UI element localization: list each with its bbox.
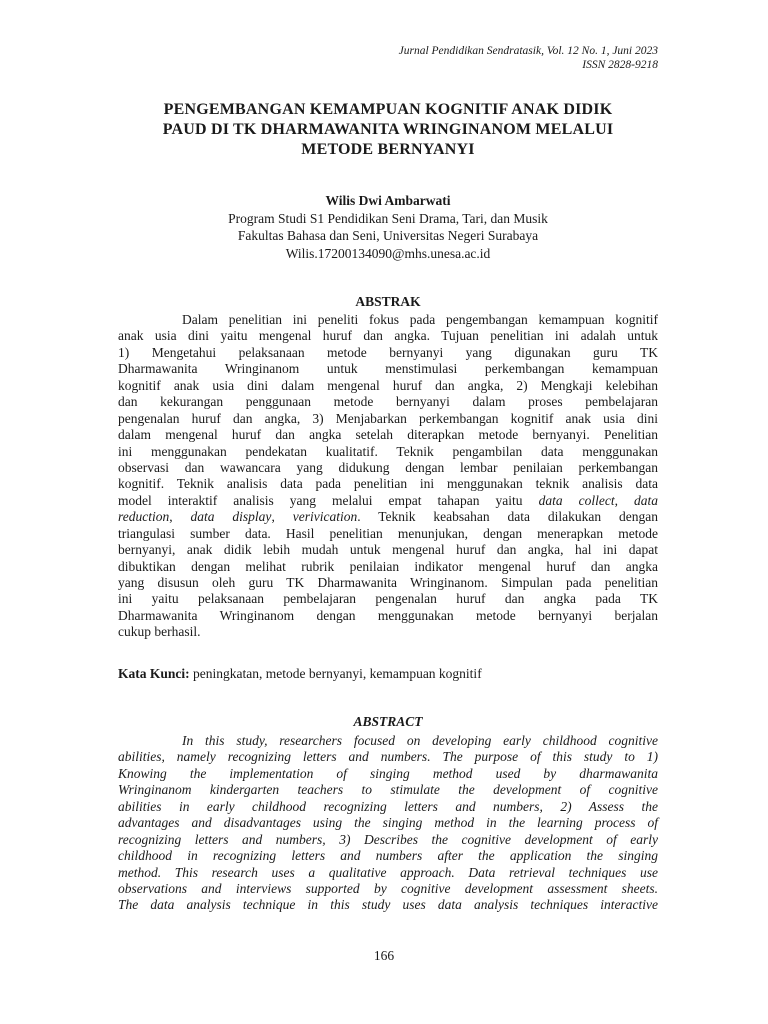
abstrak-line: cukup berhasil.: [118, 624, 201, 640]
article-title: [118, 100, 658, 160]
abstrak-heading: ABSTRAK: [355, 294, 421, 309]
abstract-line: method. This research uses a qualitative approach. Data retrieval techniques use: [118, 864, 658, 880]
abstrak-line: bernyanyi, anak didik lebih mudah untuk mengenal huruf dan angka, hal ini dapat: [118, 542, 658, 558]
abstrak-line: ini yaitu pelaksanaan pembelajaran pengenalan huruf dan angka pada TK: [118, 591, 658, 607]
abstrak-line: reduction, data display, verivication. Teknik keabsahan data dilakukan dengan: [118, 509, 659, 525]
keywords-value: peningkatan, metode bernyanyi, kemampuan kognitif: [193, 666, 482, 681]
abstrak-line: yang disusun oleh guru TK Dharmawanita Wringinanom. Simpulan pada penelitian: [118, 575, 658, 590]
abstract-line: childhood in recognizing letters and numbers after the application the singing: [118, 848, 658, 864]
abstract-line: advantages and disadvantages using the singing method in the learning process of: [118, 815, 658, 831]
abstract-body: [118, 733, 658, 914]
title-line: METODE BERNYANYI: [301, 141, 475, 158]
abstrak-line: triangulasi sumber data. Hasil penelitian menunjukan, dengan menerapkan metode: [118, 525, 658, 541]
keywords-line: [118, 666, 482, 682]
author-block: [118, 192, 658, 262]
abstract-line: Knowing the implementation of singing method used by dharmawanita: [118, 765, 658, 781]
abstrak-line: Dalam penelitian ini peneliti fokus pada pengembangan kemampuan kognitif: [182, 312, 658, 327]
title-line: PENGEMBANGAN KEMAMPUAN KOGNITIF ANAK DIDIK: [163, 101, 613, 118]
journal-issn: ISSN 2828-9218: [582, 59, 658, 71]
abstrak-line: Dharmawanita Wringinanom untuk menstimulasi perkembangan kemampuan: [118, 361, 658, 377]
abstrak-body: [118, 312, 659, 641]
keywords-label: Kata Kunci:: [118, 666, 190, 681]
abstrak-line: pengenalan huruf dan angka, 3) Menjabarkan perkembangan kognitif anak usia dini: [118, 410, 658, 426]
abstrak-line: Dharmawanita Wringinanom dengan menggunakan metode bernyanyi berjalan: [118, 607, 658, 623]
author-email: Wilis.17200134090@mhs.unesa.ac.id: [285, 245, 491, 261]
abstrak-line: kognitif anak usia dini dalam mengenal huruf dan angka, 2) Mengkaji kelebihan: [118, 377, 658, 393]
abstrak-line: dalam mengenal huruf dan angka setelah diterapkan metode bernyanyi. Penelitian: [118, 427, 658, 443]
abstrak-line: model interaktif analisis yang melalui empat tahapan yaitu data collect, data: [118, 492, 659, 508]
abstrak-line: kognitif. Teknik analisis data pada penelitian ini menggunakan teknik analisis data: [118, 476, 658, 492]
abstrak-line: observasi dan wawancara yang didukung dengan lembar penilaian perkembangan: [118, 459, 658, 475]
author-name: Wilis Dwi Ambarwati: [325, 193, 451, 208]
abstract-line: abilities in early childhood recognizing letters and numbers, 2) Assess the: [118, 798, 658, 814]
page-number: 166: [373, 948, 395, 963]
abstract-line: Wringinanom kindergarten teachers to stimulate the development of cognitive: [118, 782, 658, 798]
abstract-line: observations and interviews supported by cognitive development assessment sheets.: [118, 880, 658, 896]
title-line: PAUD DI TK DHARMAWANITA WRINGINANOM MELALUI: [162, 121, 614, 138]
abstract-line: In this study, researchers focused on developing early childhood cognitive: [182, 733, 658, 748]
journal-citation: Jurnal Pendidikan Sendratasik, Vol. 12 No. 1, Juni 2023: [398, 45, 658, 57]
abstract-line: recognizing letters and numbers, 3) Describes the cognitive development of early: [118, 831, 658, 847]
abstract-heading: ABSTRACT: [353, 714, 423, 729]
abstrak-line: dan kekurangan penggunaan metode bernyanyi dalam proses pembelajaran: [118, 394, 658, 410]
abstract-line: abilities, namely recognizing letters and numbers. The purpose of this study to 1): [118, 749, 658, 765]
author-faculty: Fakultas Bahasa dan Seni, Universitas Negeri Surabaya: [237, 228, 539, 243]
abstrak-line: anak usia dini yaitu mengenal huruf dan angka. Tujuan penelitian ini adalah untuk: [118, 328, 658, 344]
abstrak-line: 1) Mengetahui pelaksanaan metode bernyanyi yang digunakan guru TK: [118, 344, 658, 360]
author-program: Program Studi S1 Pendidikan Seni Drama, Tari, dan Musik: [228, 210, 548, 226]
journal-header: [399, 44, 658, 72]
abstrak-line: dibuktikan dengan melihat rubrik penilaian indikator mengenal huruf dan angka: [118, 558, 658, 574]
abstract-line: The data analysis technique in this study uses data analysis techniques interactive: [118, 897, 658, 913]
abstrak-line: ini menggunakan pendekatan kualitatif. Teknik pengambilan data menggunakan: [118, 443, 658, 459]
